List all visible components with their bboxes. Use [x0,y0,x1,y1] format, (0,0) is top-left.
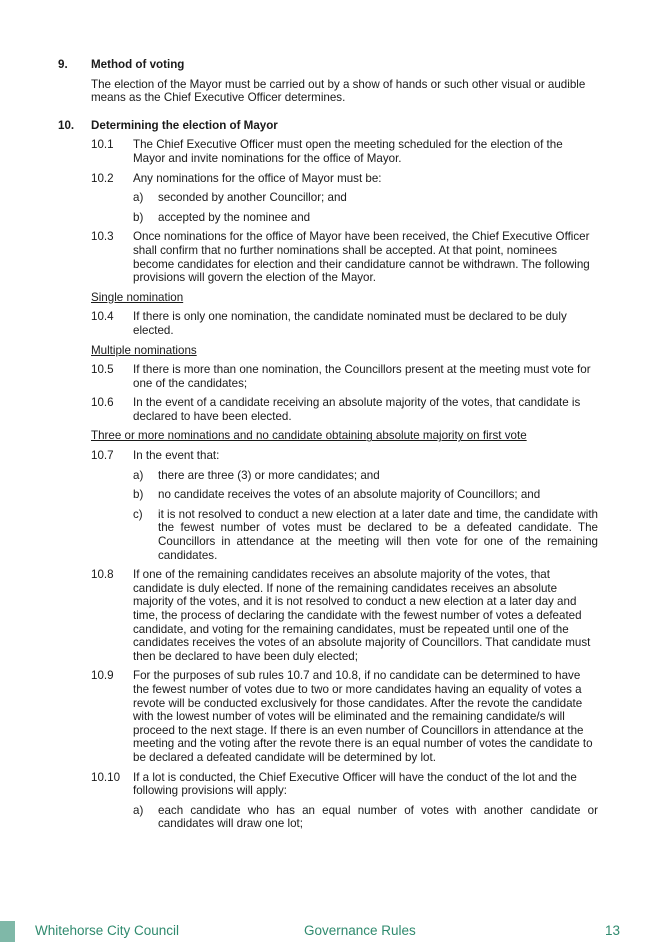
section-heading-10 [58,119,598,133]
list-item-text: there are three (3) or more candidates; and [158,468,380,482]
list-item-text: it is not resolved to conduct a new election at a later date and time, the candidate with the fewest number of votes must be declared to be a defeated candidate. The Councillors in attendance at the meeting will then vote for one of the remaining candidates. [158,507,598,562]
section-number: 10. [58,118,75,132]
list-item [133,191,598,205]
list-item [133,211,598,225]
subheading-multiple-nominations: Multiple nominations [91,343,197,357]
clause-10-1 [91,138,598,165]
clause-text: For the purposes of sub rules 10.7 and 10.8, if no candidate can be determined to have the fewest number of votes due to two or more candidates having an equality of votes a revote will be conducted exclusively for those candidates. After the revote the candidate with the lowest number of votes will be eliminated and the remaining candidate/s will proceed to the next stage. If there is an even number of Councillors in attendance at the meeting and the voting after the revote there is an equal number of votes the candidate to be declared a defeated candidate will be determined by lot. [133,669,593,764]
clause-number: 10.9 [91,669,114,683]
list-item [133,804,598,831]
clause-10-9 [91,669,598,764]
clause-text: If there is more than one nomination, the Councillors present at the meeting must vote for one of the candidates; [133,363,591,390]
clause-number: 10.3 [91,230,114,244]
clause-10-3 [91,230,598,284]
list-marker: c) [133,507,143,521]
clause-number: 10.8 [91,568,114,582]
section-9-text: The election of the Mayor must be carried out by a show of hands or such other visual or audible means as the Chief Executive Officer determines. [91,77,586,105]
section-title: Determining the election of Mayor [91,118,278,132]
clause-10-8 [91,568,598,663]
list-item [133,488,598,502]
subheading-three-or-more: Three or more nominations and no candidate obtaining absolute majority on first vote [91,429,527,443]
clause-number: 10.5 [91,363,114,377]
page-content [58,58,598,837]
section-number: 9. [58,58,68,71]
page-footer [0,920,652,942]
section-title: Method of voting [91,58,185,71]
section-heading-9 [58,58,598,72]
clause-text: Any nominations for the office of Mayor must be: [133,171,382,185]
list-marker: a) [133,468,144,482]
list-item [133,469,598,483]
footer-page-number: 13 [604,923,620,938]
clause-text: Once nominations for the office of Mayor have been received, the Chief Executive Officer shall confirm that no further nominations shall be accepted. At that point, nominees become candidates for election and their candidature cannot be withdrawn. The following provisions will govern the election of the Mayor. [133,230,590,285]
clause-10-2 [91,172,598,186]
clause-text: If there is only one nomination, the candidate nominated must be declared to be duly elected. [133,310,567,337]
clause-number: 10.10 [91,770,121,784]
list-marker: a) [133,803,144,817]
clause-number: 10.1 [91,138,114,152]
list-marker: a) [133,191,144,205]
clause-text: In the event of a candidate receiving an absolute majority of the votes, that candidate is declared to have been elected. [133,396,581,423]
list-item-text: seconded by another Councillor; and [158,191,347,205]
clause-text: If one of the remaining candidates receives an absolute majority of the votes, that candidate is duly elected. If none of the remaining candidates receives an absolute majority of the votes, and it is not resolved to conduct a new election at a later day and time, the process of declaring the candidate with the fewest number of votes a defeated candidate, and voting for the remaining candidates, must be repeated until one of the candidates receives the votes of an absolute majority of Councillors. That candidate must then be declared to have been duly elected; [133,568,591,663]
clause-number: 10.4 [91,310,114,324]
clause-text: In the event that: [133,449,220,463]
list-item-text: no candidate receives the votes of an absolute majority of Councillors; and [158,488,541,502]
clause-10-5 [91,363,598,390]
clause-number: 10.2 [91,171,114,185]
clause-10-6 [91,396,598,423]
list-item-text: accepted by the nominee and [158,210,311,224]
list-item [133,508,598,562]
list-item-text: each candidate who has an equal number of votes with another candidate or candidates will draw one lot; [158,803,598,831]
subheading-single-nomination: Single nomination [91,290,184,304]
clause-10-7 [91,449,598,463]
footer-document-title: Governance Rules [304,923,416,938]
clause-number: 10.6 [91,396,114,410]
clause-text: If a lot is conducted, the Chief Executive Officer will have the conduct of the lot and the following provisions will apply: [133,770,577,798]
clause-number: 10.7 [91,449,114,463]
list-marker: b) [133,210,144,224]
footer-organisation: Whitehorse City Council [35,923,180,938]
clause-10-4 [91,310,598,337]
clause-text: The Chief Executive Officer must open the meeting scheduled for the election of the Mayor and invite nominations for the office of Mayor. [133,138,563,165]
list-marker: b) [133,488,144,502]
footer-accent-bar [0,921,15,942]
clause-10-10 [91,771,598,798]
